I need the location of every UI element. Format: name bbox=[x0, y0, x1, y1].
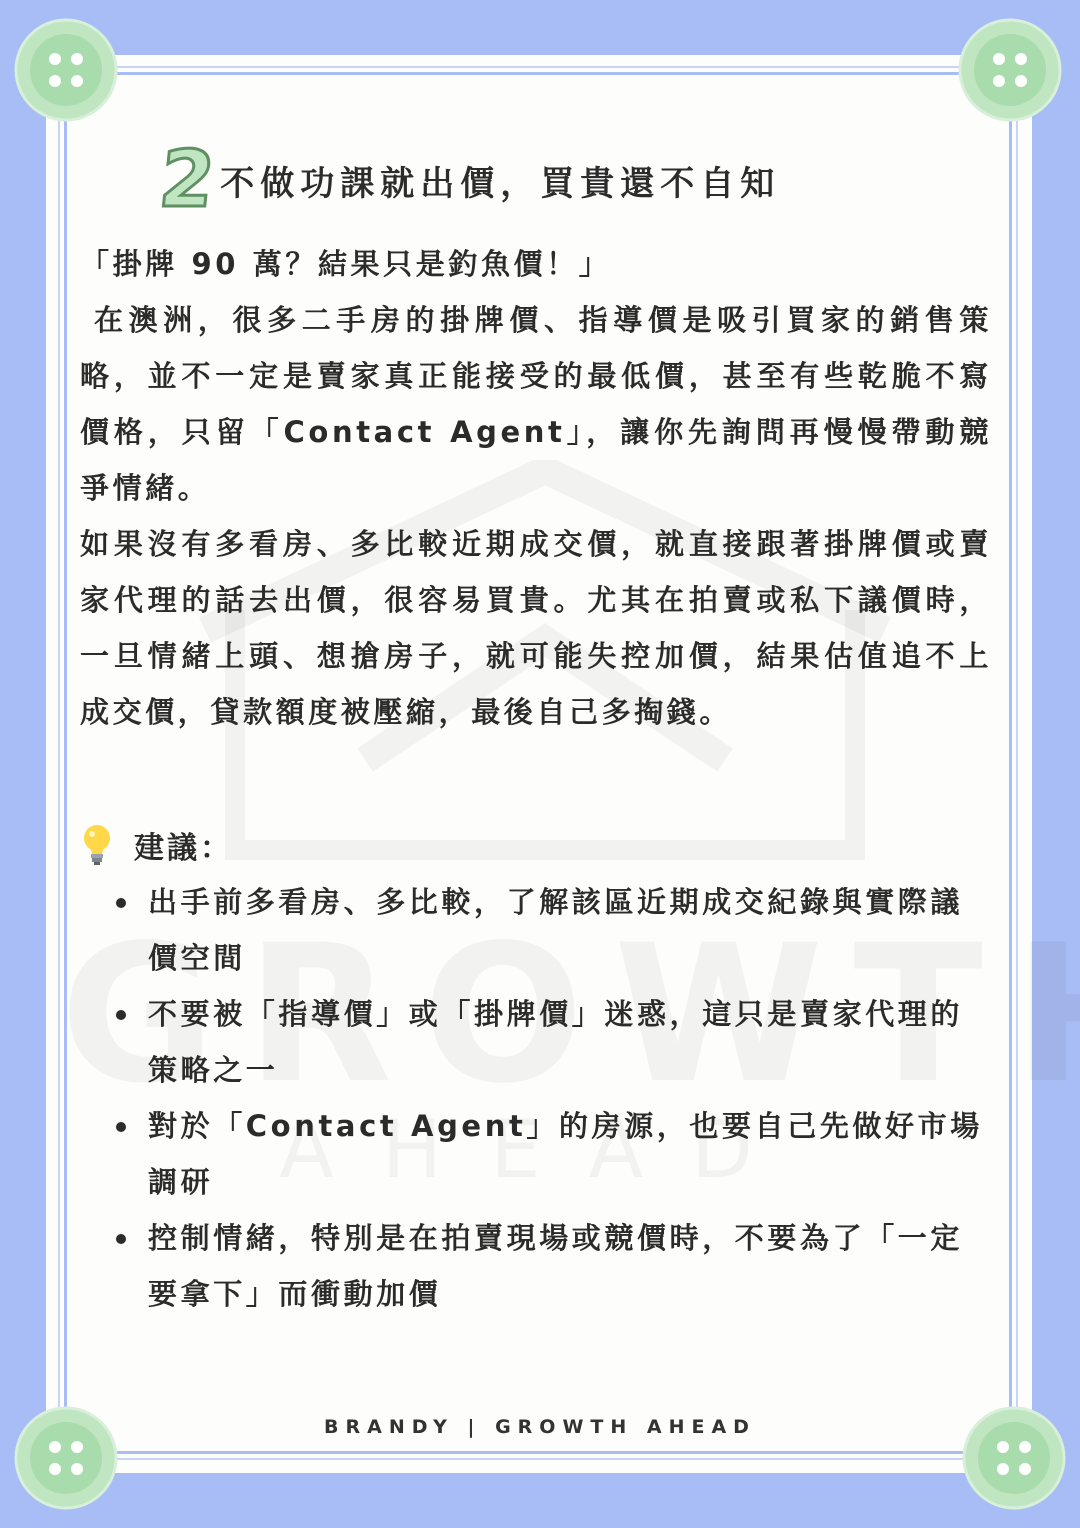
advice-header bbox=[80, 820, 233, 870]
footer-brand: BRANDY | GROWTH AHEAD bbox=[324, 1416, 756, 1438]
advice-label: 建議： bbox=[134, 831, 233, 866]
paragraph-2: 如果沒有多看房、多比較近期成交價，就直接跟著掛牌價或賣家代理的話去出價，很容易買貴。尤其在拍賣或私下議價時，一旦情緒上頭、想搶房子，就可能失控加價，結果估值追不上成交價，貸款額度被壓縮，最後自己多掏錢。 bbox=[80, 527, 992, 729]
section-number: 2 bbox=[155, 135, 220, 225]
lightbulb-icon bbox=[80, 823, 114, 867]
list-item: 出手前多看房、多比較，了解該區近期成交紀錄與實際議價空間 bbox=[112, 874, 992, 986]
list-item: 控制情緒，特別是在拍賣現場或競價時，不要為了「一定要拿下」而衝動加價 bbox=[112, 1210, 992, 1322]
list-item: 對於「Contact Agent」的房源，也要自己先做好市場調研 bbox=[112, 1098, 992, 1210]
section-heading bbox=[155, 135, 781, 225]
list-item: 不要被「指導價」或「掛牌價」迷惑，這只是賣家代理的策略之一 bbox=[112, 986, 992, 1098]
button-icon bbox=[14, 18, 118, 122]
button-icon bbox=[958, 18, 1062, 122]
advice-list bbox=[112, 874, 992, 1322]
quote-line: 「掛牌 90 萬？結果只是釣魚價！」 bbox=[80, 247, 612, 281]
paragraph-1: 在澳洲，很多二手房的掛牌價、指導價是吸引買家的銷售策略，並不一定是賣家真正能接受的最低價，甚至有些乾脆不寫價格，只留「Contact Agent」，讓你先詢問再慢慢帶動競爭情緒。 bbox=[80, 303, 992, 505]
article-body bbox=[80, 236, 992, 740]
section-title: 不做功課就出價，買貴還不自知 bbox=[220, 163, 781, 204]
